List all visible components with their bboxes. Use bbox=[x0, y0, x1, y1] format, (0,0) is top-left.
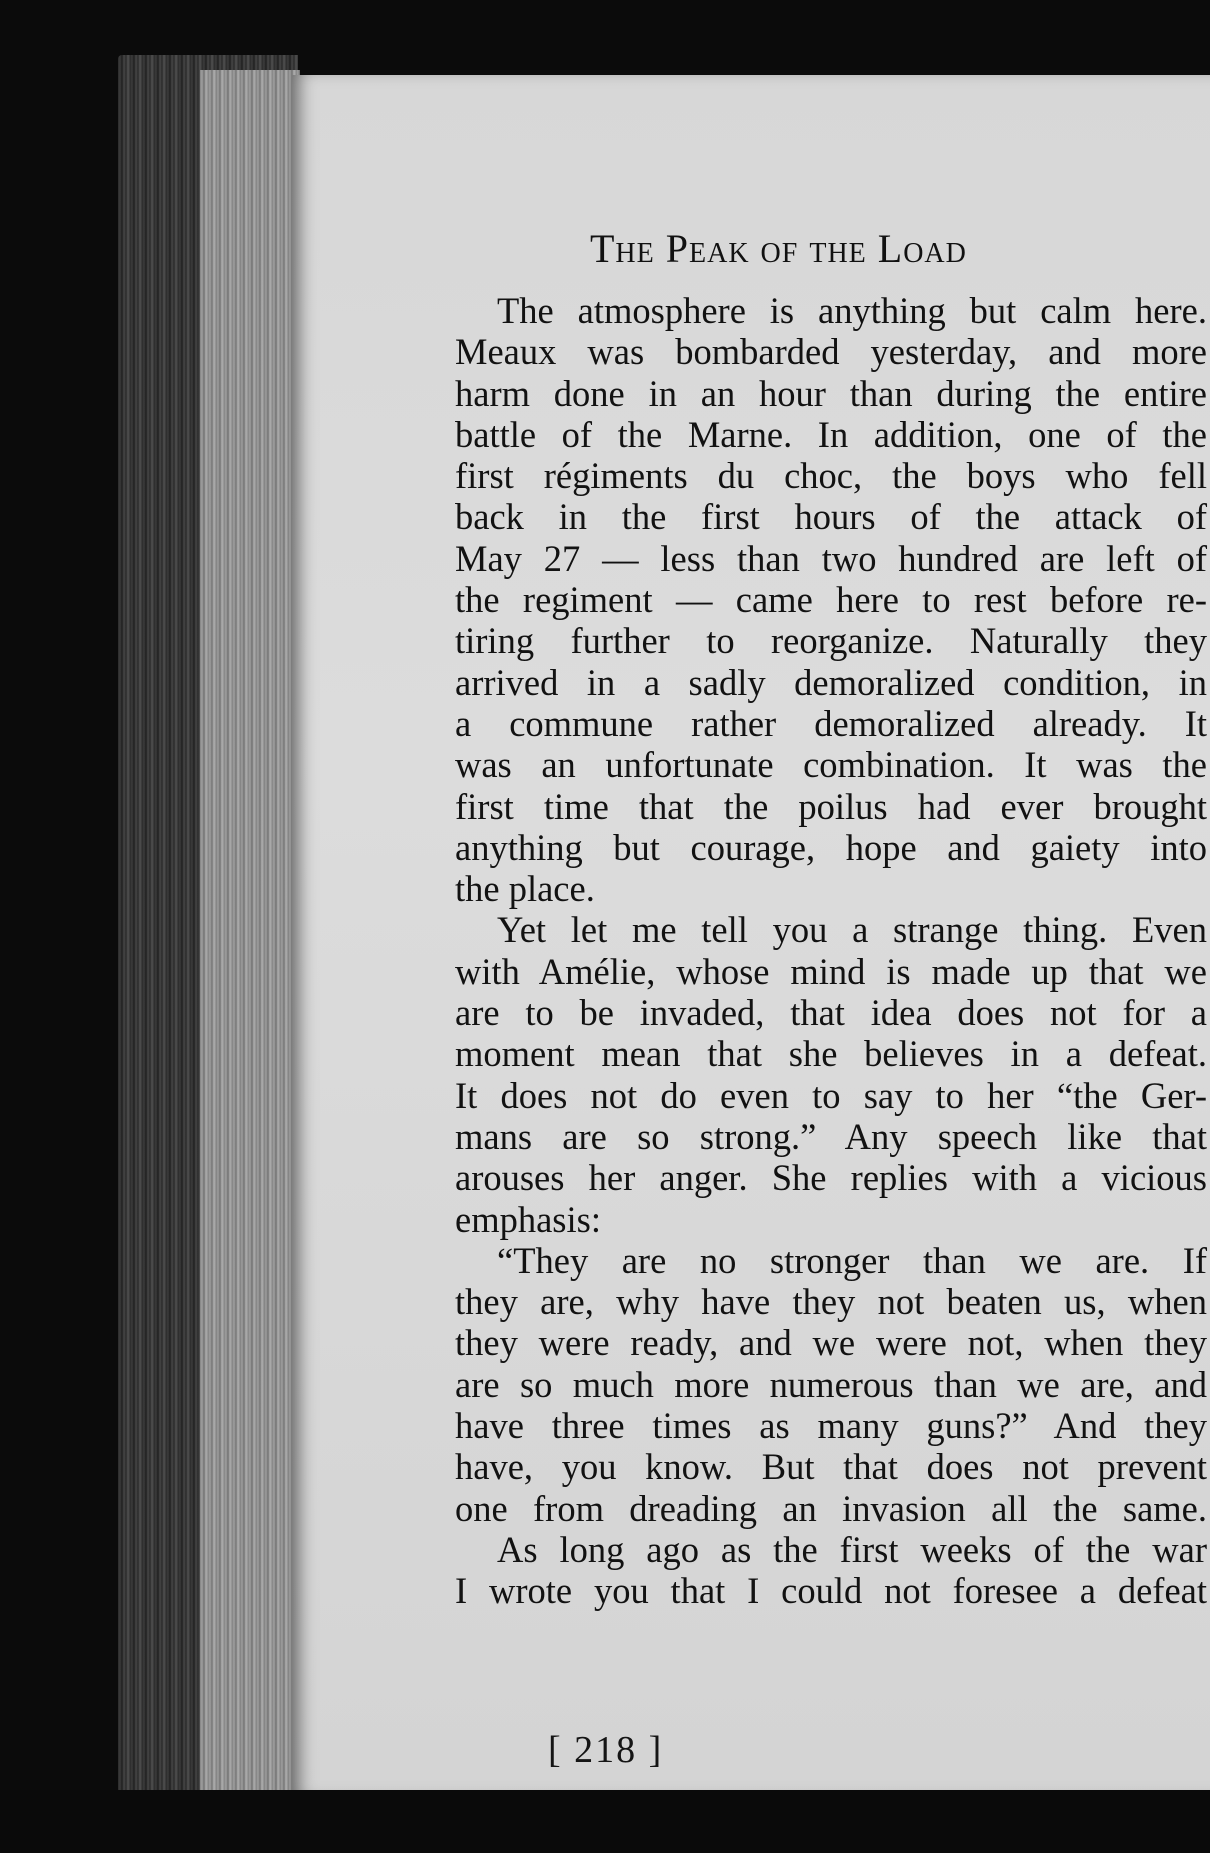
text-line: Meaux was bombarded yesterday, and more bbox=[455, 331, 1207, 373]
text-line: was an unfortunate combination. It was the bbox=[455, 744, 1207, 786]
text-line: are to be invaded, that idea does not for a bbox=[455, 992, 1207, 1034]
text-line: moment mean that she believes in a defeat. bbox=[455, 1033, 1207, 1075]
text-line: “They are no stronger than we are. If bbox=[497, 1239, 1207, 1281]
text-line: back in the first hours of the attack of bbox=[455, 496, 1207, 538]
text-line: with Amélie, whose mind is made up that we bbox=[455, 950, 1207, 992]
text-line: mans are so strong.” Any speech like that bbox=[455, 1115, 1207, 1157]
text-line: Yet let me tell you a strange thing. Even bbox=[497, 909, 1207, 951]
text-line: emphasis: bbox=[455, 1198, 601, 1240]
text-line: the regiment — came here to rest before re- bbox=[455, 579, 1207, 621]
text-line: As long ago as the first weeks of the war bbox=[497, 1528, 1207, 1570]
text-line: one from dreading an invasion all the same. bbox=[455, 1487, 1207, 1529]
text-line: the place. bbox=[455, 868, 595, 910]
page-edges-highlight bbox=[200, 70, 300, 1790]
text-line: May 27 — less than two hundred are left of bbox=[455, 537, 1207, 579]
body-text bbox=[455, 290, 1207, 1612]
text-line: tiring further to reorganize. Naturally they bbox=[455, 620, 1207, 662]
text-line: battle of the Marne. In addition, one of the bbox=[455, 413, 1207, 455]
text-line: It does not do even to say to her “the Ger- bbox=[455, 1074, 1207, 1116]
text-line: first time that the poilus had ever brought bbox=[455, 785, 1207, 827]
text-line: I wrote you that I could not foresee a defeat bbox=[455, 1570, 1207, 1612]
text-line: are so much more numerous than we are, and bbox=[455, 1363, 1207, 1405]
running-head: The Peak of the Load bbox=[590, 226, 967, 271]
text-line: The atmosphere is anything but calm here. bbox=[497, 290, 1207, 331]
scan-background-bottom bbox=[0, 1790, 1210, 1853]
page-number: [ 218 ] bbox=[548, 1729, 664, 1771]
text-line: they are, why have they not beaten us, when bbox=[455, 1281, 1207, 1323]
text-line: have three times as many guns?” And they bbox=[455, 1405, 1207, 1447]
text-line: harm done in an hour than during the entire bbox=[455, 372, 1207, 414]
text-line: anything but courage, hope and gaiety into bbox=[455, 826, 1207, 868]
text-line: have, you know. But that does not prevent bbox=[455, 1446, 1207, 1488]
text-line: a commune rather demoralized already. It bbox=[455, 702, 1207, 744]
text-line: first régiments du choc, the boys who fell bbox=[455, 455, 1207, 497]
text-line: arouses her anger. She replies with a vicious bbox=[455, 1157, 1207, 1199]
text-line: they were ready, and we were not, when they bbox=[455, 1322, 1207, 1364]
text-line: arrived in a sadly demoralized condition, in bbox=[455, 661, 1207, 703]
